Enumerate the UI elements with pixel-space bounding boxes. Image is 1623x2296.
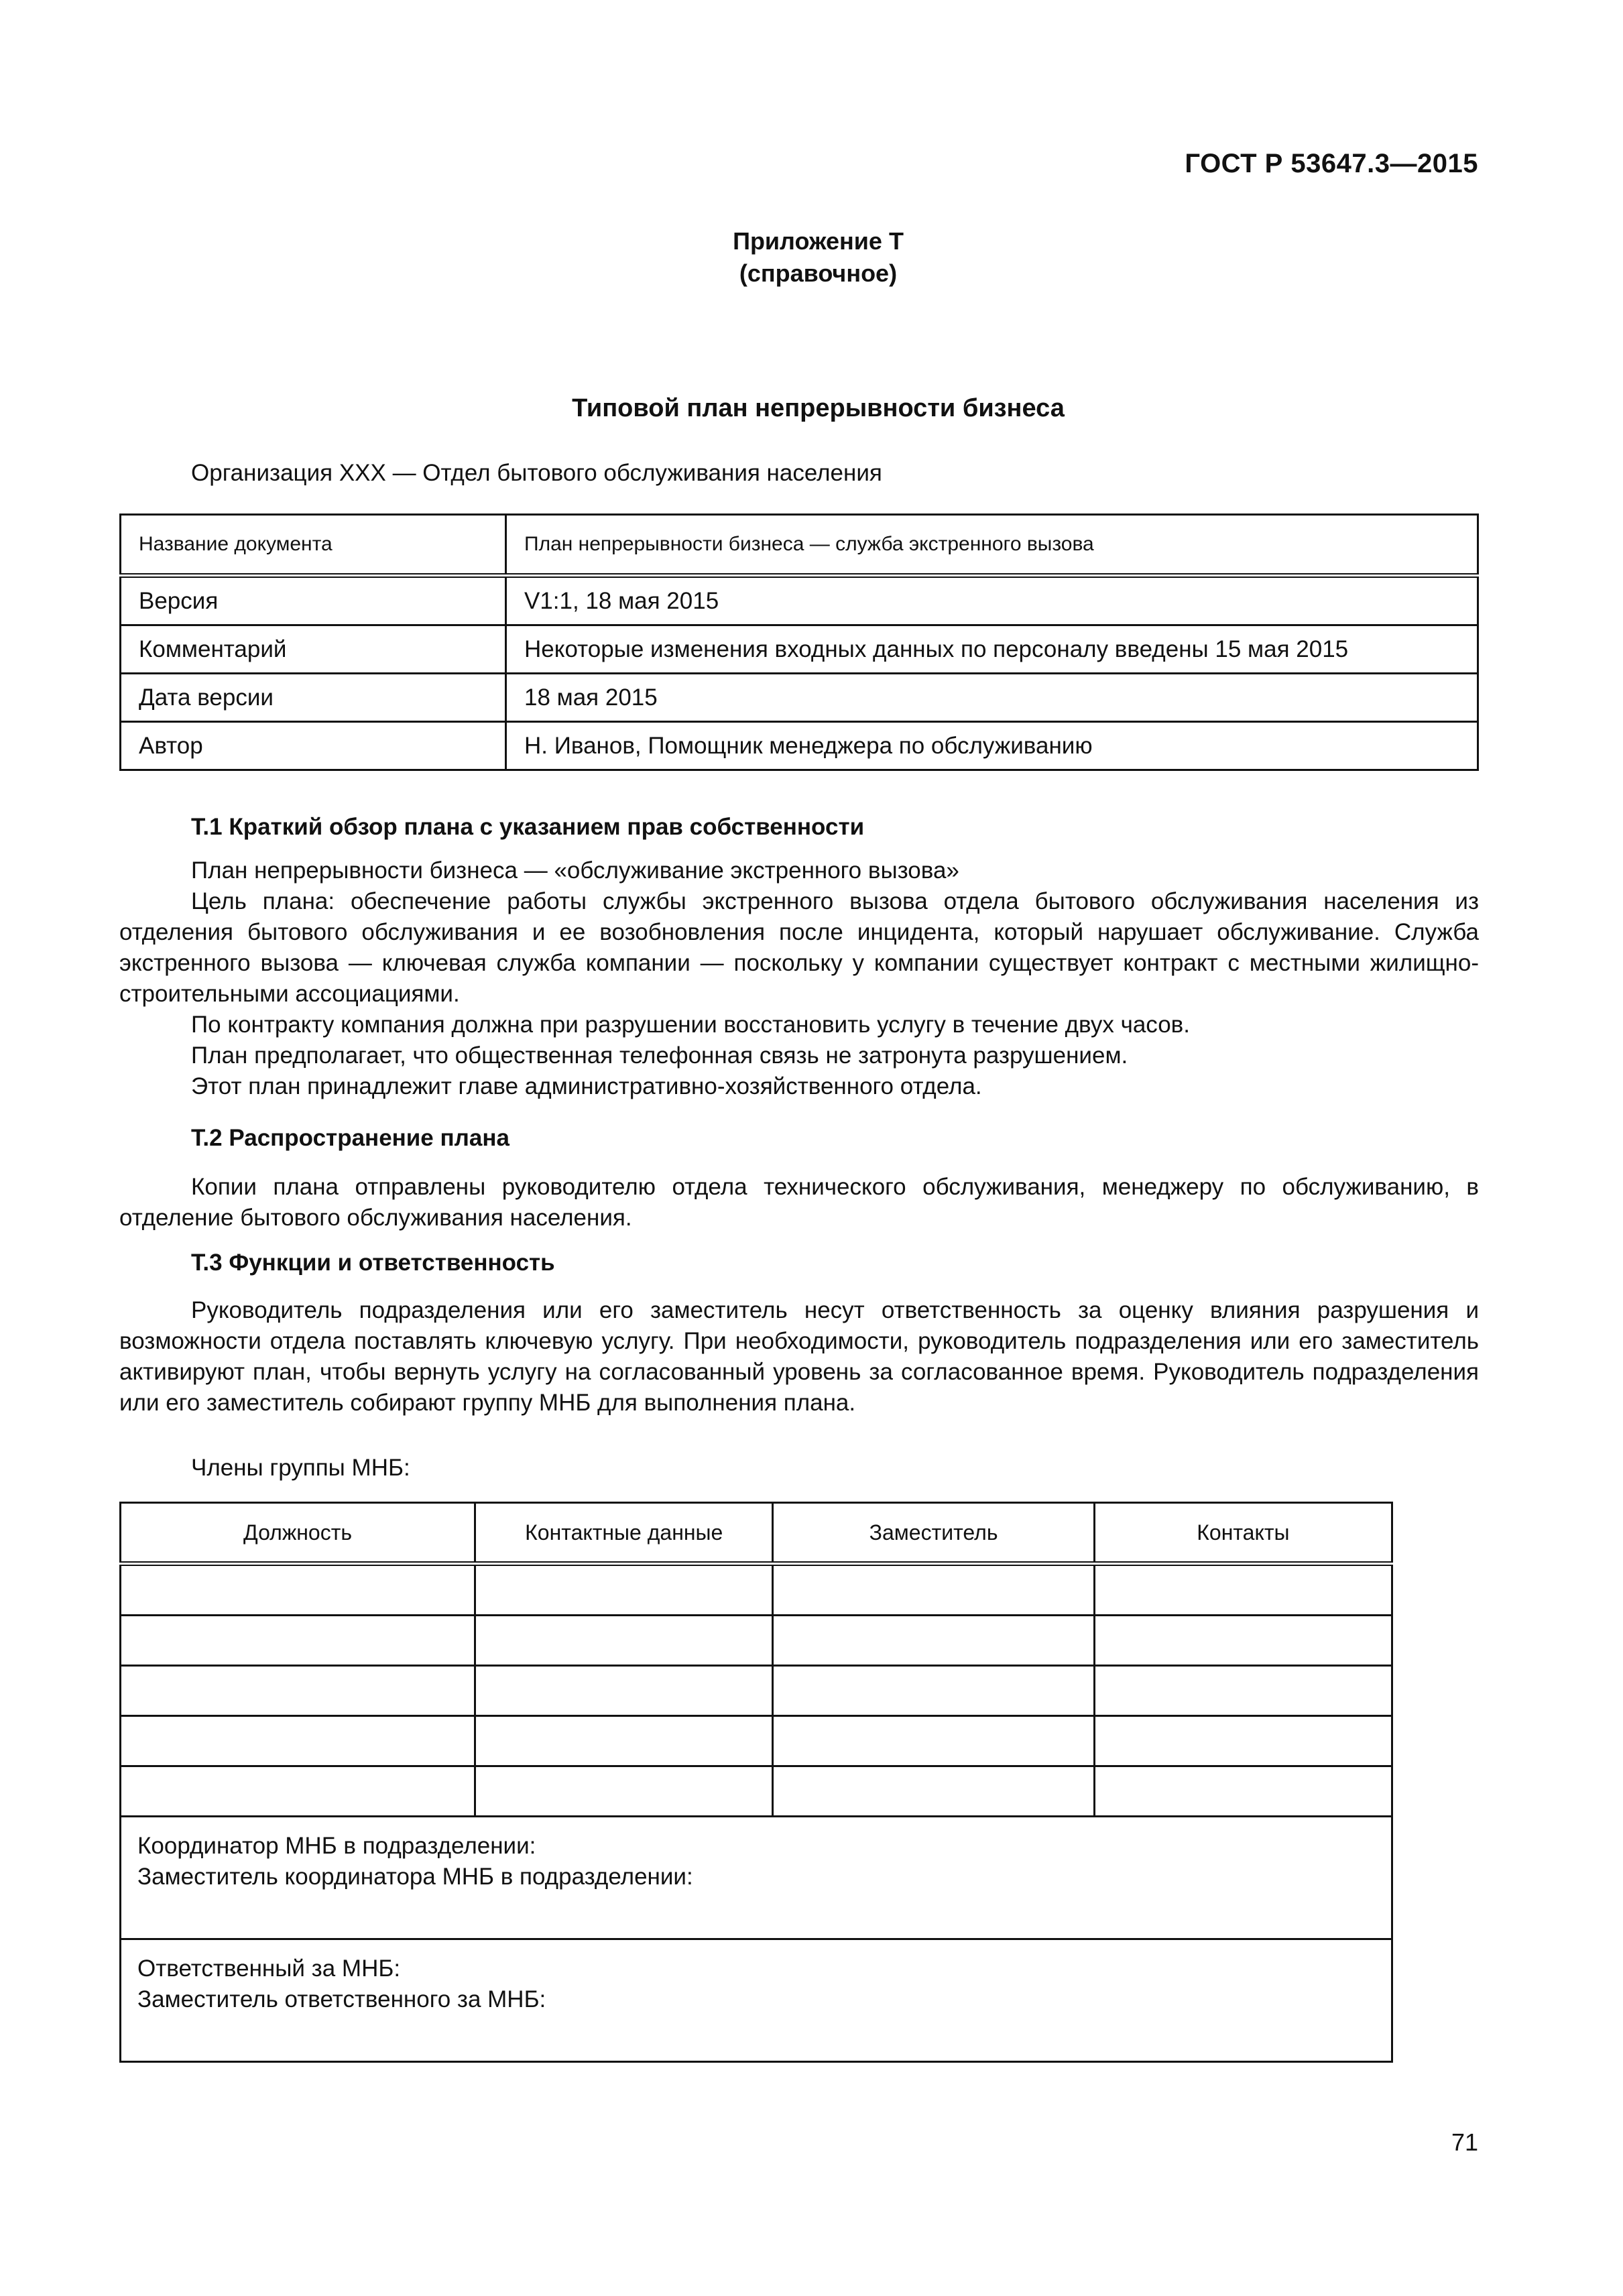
version-date-label: Дата версии bbox=[121, 674, 506, 722]
table-row bbox=[121, 674, 1478, 722]
doc-name-value: План непрерывности бизнеса — служба экстренного вызова bbox=[506, 515, 1478, 576]
appendix-heading bbox=[0, 225, 1623, 290]
section-t2-heading: Т.2 Распространение плана bbox=[191, 1125, 509, 1151]
table-cell bbox=[475, 1564, 773, 1616]
coordinator-deputy-label: Заместитель координатора МНБ в подразделении: bbox=[137, 1864, 693, 1890]
section-t3-body bbox=[119, 1295, 1479, 1418]
team-table bbox=[119, 1502, 1393, 2063]
table-cell bbox=[121, 1766, 475, 1817]
appendix-type: (справочное) bbox=[739, 259, 898, 287]
paragraph: Руководитель подразделения или его заместитель несут ответственность за оценку влияния разрушения и возможности отдела поставлять ключевую услугу. При необходимости, руководитель подразделения или его заместитель активируют план, чтобы вернуть услугу на согласованный уровень за согласованное время. Руководитель подразделения или его заместитель собирают группу МНБ для выполнения плана. bbox=[119, 1297, 1479, 1416]
table-cell bbox=[773, 1766, 1094, 1817]
table-cell bbox=[1094, 1666, 1392, 1716]
section-t1-heading: Т.1 Краткий обзор плана с указанием прав собственности bbox=[191, 814, 865, 840]
table-cell bbox=[773, 1716, 1094, 1766]
table-cell bbox=[773, 1616, 1094, 1666]
table-row bbox=[121, 625, 1478, 674]
organization-line: Организация XXX — Отдел бытового обслуживания населения bbox=[191, 460, 882, 486]
table-row bbox=[121, 1616, 1392, 1666]
table-cell bbox=[1094, 1716, 1392, 1766]
paragraph: План предполагает, что общественная телефонная связь не затронута разрушением. bbox=[191, 1042, 1128, 1069]
page-number: 71 bbox=[1451, 2128, 1478, 2156]
paragraph: По контракту компания должна при разрушении восстановить услугу в течение двух часов. bbox=[191, 1012, 1190, 1038]
table-row bbox=[121, 1716, 1392, 1766]
coordinator-cell bbox=[121, 1817, 1392, 1939]
table-row bbox=[121, 1817, 1392, 1939]
paragraph: План непрерывности бизнеса — «обслуживание экстренного вызова» bbox=[191, 857, 959, 884]
responsible-deputy-label: Заместитель ответственного за МНБ: bbox=[137, 1986, 546, 2012]
table-header-row bbox=[121, 1503, 1392, 1564]
column-header-position: Должность bbox=[121, 1503, 475, 1564]
table-cell bbox=[1094, 1766, 1392, 1817]
standard-code: ГОСТ Р 53647.3—2015 bbox=[1185, 149, 1478, 178]
version-date-value: 18 мая 2015 bbox=[506, 674, 1478, 722]
table-row bbox=[121, 515, 1478, 576]
table-cell bbox=[475, 1766, 773, 1817]
appendix-title: Приложение Т bbox=[733, 227, 904, 255]
team-label: Члены группы МНБ: bbox=[191, 1455, 410, 1481]
table-cell bbox=[121, 1564, 475, 1616]
table-cell bbox=[121, 1616, 475, 1666]
version-label: Версия bbox=[121, 576, 506, 625]
table-row bbox=[121, 1939, 1392, 2062]
author-label: Автор bbox=[121, 722, 506, 770]
table-row bbox=[121, 1564, 1392, 1616]
table-row bbox=[121, 722, 1478, 770]
responsible-cell bbox=[121, 1939, 1392, 2062]
table-cell bbox=[773, 1564, 1094, 1616]
comment-label: Комментарий bbox=[121, 625, 506, 674]
table-cell bbox=[121, 1716, 475, 1766]
table-row bbox=[121, 1766, 1392, 1817]
section-t1-body bbox=[119, 855, 1479, 1102]
column-header-contacts: Контакты bbox=[1094, 1503, 1392, 1564]
coordinator-label: Координатор МНБ в подразделении: bbox=[137, 1833, 536, 1859]
version-value: V1:1, 18 мая 2015 bbox=[506, 576, 1478, 625]
table-cell bbox=[1094, 1616, 1392, 1666]
table-cell bbox=[121, 1666, 475, 1716]
comment-value: Некоторые изменения входных данных по персоналу введены 15 мая 2015 bbox=[506, 625, 1478, 674]
paragraph: Копии плана отправлены руководителю отдела технического обслуживания, менеджеру по обслуживанию, в отделение бытового обслуживания населения. bbox=[119, 1174, 1479, 1231]
author-value: Н. Иванов, Помощник менеджера по обслуживанию bbox=[506, 722, 1478, 770]
table-cell bbox=[1094, 1564, 1392, 1616]
document-info-table bbox=[119, 513, 1479, 771]
responsible-label: Ответственный за МНБ: bbox=[137, 1955, 401, 1982]
column-header-deputy: Заместитель bbox=[773, 1503, 1094, 1564]
table-cell bbox=[773, 1666, 1094, 1716]
column-header-contact-data: Контактные данные bbox=[475, 1503, 773, 1564]
table-row bbox=[121, 1666, 1392, 1716]
table-row bbox=[121, 576, 1478, 625]
doc-name-label: Название документа bbox=[121, 515, 506, 576]
table-cell bbox=[475, 1616, 773, 1666]
paragraph: Этот план принадлежит главе административно-хозяйственного отдела. bbox=[191, 1073, 982, 1099]
section-t3-heading: Т.3 Функции и ответственность bbox=[191, 1250, 555, 1276]
table-cell bbox=[475, 1666, 773, 1716]
section-t2-body bbox=[119, 1172, 1479, 1233]
paragraph: Цель плана: обеспечение работы службы экстренного вызова отдела бытового обслуживания населения из отделения бытового обслуживания и ее возобновления после инцидента, который нарушает обслуживание. Служба экстренного вызова — ключевая служба компании — поскольку у компании существует контракт с местными жилищно-строительными ассоциациями. bbox=[119, 888, 1479, 1007]
page-title: Типовой план непрерывности бизнеса bbox=[572, 394, 1065, 422]
table-cell bbox=[475, 1716, 773, 1766]
